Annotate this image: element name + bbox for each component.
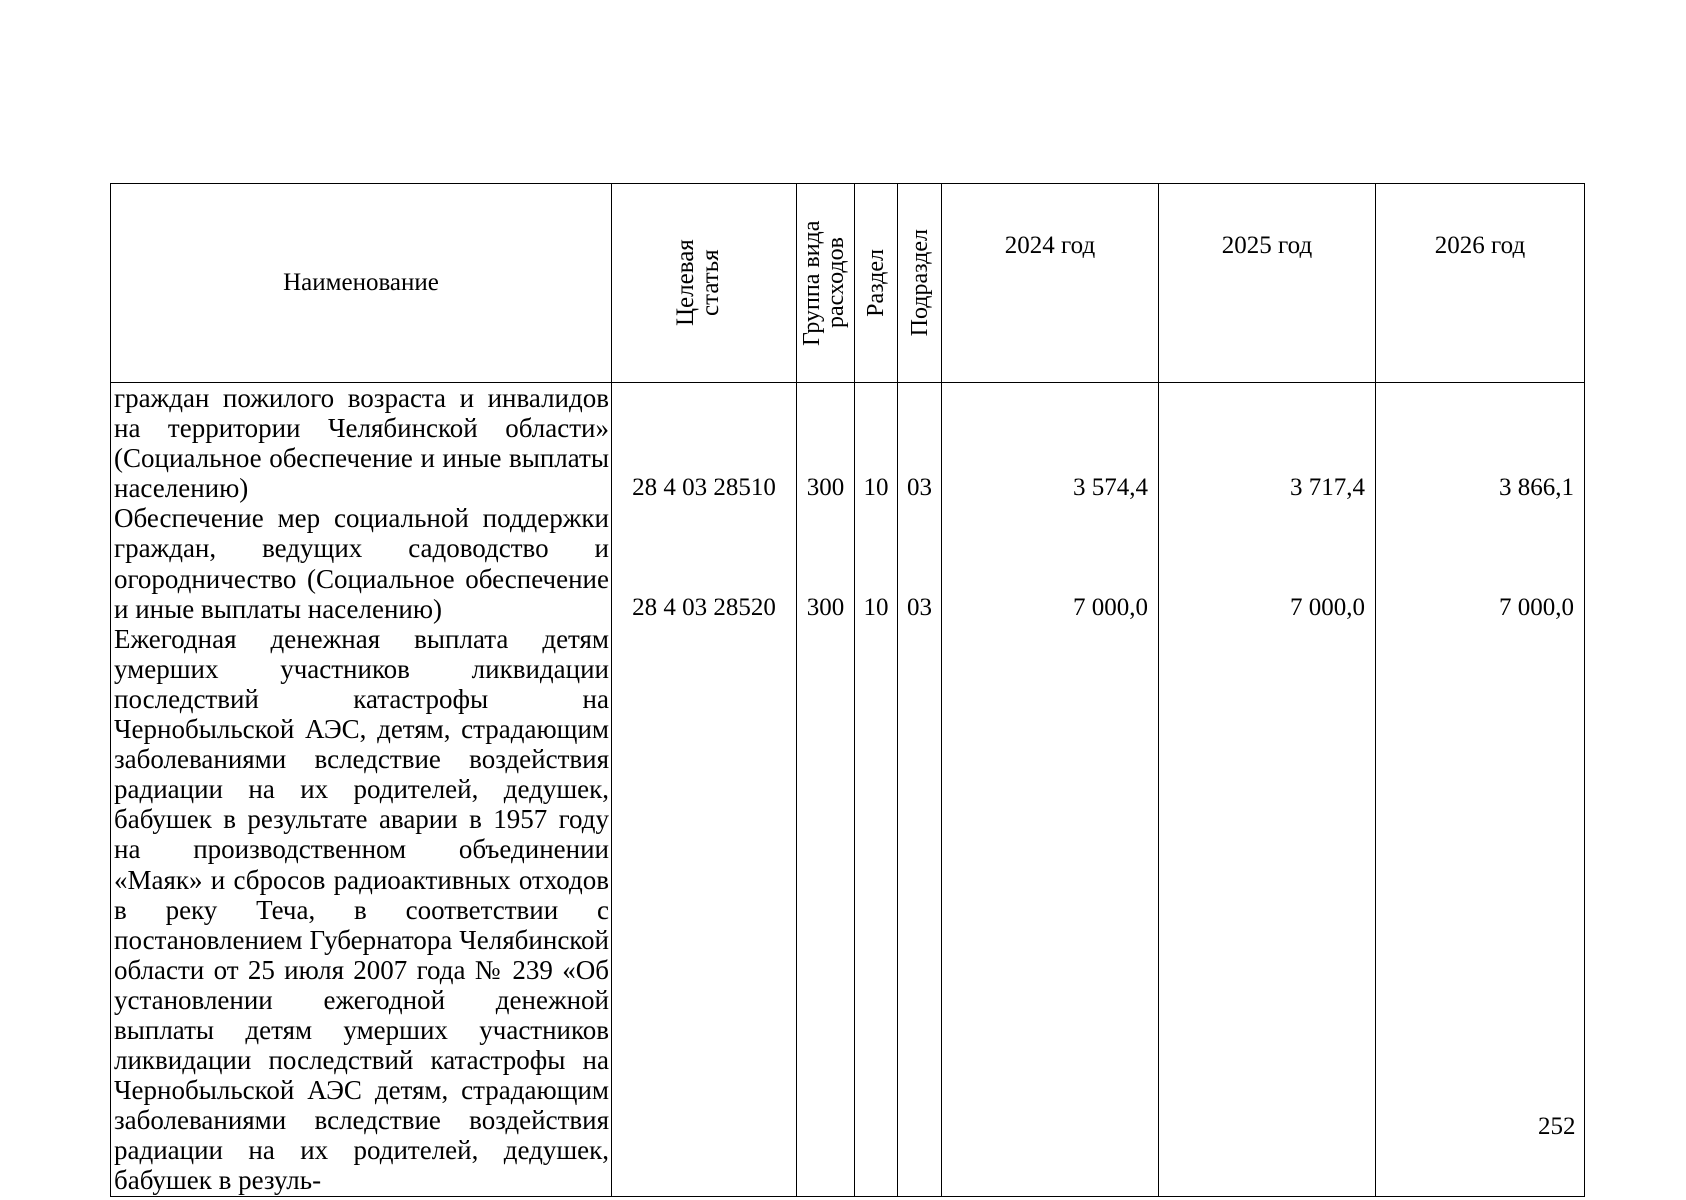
header-subsection: Подраздел	[898, 184, 942, 383]
section-column	[855, 383, 898, 1197]
amount-2025: 7 000,0	[1290, 594, 1365, 621]
amount-2026: 3 866,1	[1499, 474, 1574, 501]
page-number: 252	[1538, 1113, 1576, 1140]
y2026-column	[1376, 383, 1585, 1197]
y2024-column	[942, 383, 1159, 1197]
target-article-column	[612, 383, 797, 1197]
header-2026: 2026 год	[1376, 184, 1585, 383]
subsection-value: 03	[907, 474, 932, 501]
header-expense-group: Группа вида расходов	[797, 184, 855, 383]
names-column	[111, 383, 612, 1197]
y2025-column	[1159, 383, 1376, 1197]
table-header-row	[111, 184, 1585, 383]
row-name: Ежегодная денежная выплата детям умерших участников ликвидации последствий катастрофы на Чернобыльской АЭС, детям, страдающим заболеваниями вследствие воздействия радиации на их родителей, дедушек, бабушек в результате аварии в 1957 году на производственном объединении «Маяк» и сбросов радиоактивных отходов в реку Теча, в соответствии с постановлением Губернатора Челябинской области от 25 июля 2007 года № 239 «Об установлении ежегодной денежной выплаты детям умерших участников ликвидации последствий катастрофы на Чернобыльской АЭС детям, страдающим заболеваниями вследствие воздействия радиации на их родителей, дедушек, бабушек в резуль-	[114, 623, 609, 1196]
section-value: 10	[863, 474, 889, 501]
amount-2024: 7 000,0	[1073, 594, 1148, 621]
subsection-column	[898, 383, 942, 1197]
row-name: Обеспечение мер социальной поддержки граждан, ведущих садоводство и огородничество (Социальное обеспечение и иные выплаты населению)	[114, 503, 609, 624]
expense-group-value: 300	[806, 474, 845, 501]
header-2024: 2024 год	[942, 184, 1159, 383]
header-2025: 2025 год	[1159, 184, 1376, 383]
target-article-value: 28 4 03 28510	[632, 474, 776, 501]
header-target-article: Целевая статья	[612, 184, 797, 383]
header-name: Наименование	[111, 184, 612, 383]
expense-group-value: 300	[806, 594, 845, 621]
table-body-row	[111, 383, 1585, 1197]
amount-2024: 3 574,4	[1073, 474, 1148, 501]
header-section: Раздел	[855, 184, 898, 383]
amount-2026: 7 000,0	[1499, 594, 1574, 621]
expense-group-column	[797, 383, 855, 1197]
row-name: граждан пожилого возраста и инвалидов на территории Челябинской области» (Социальное обеспечение и иные выплаты населению)	[114, 383, 609, 504]
target-article-value: 28 4 03 28520	[632, 594, 776, 621]
section-value: 10	[863, 594, 889, 621]
subsection-value: 03	[907, 594, 932, 621]
amount-2025: 3 717,4	[1290, 474, 1365, 501]
budget-table	[110, 183, 1585, 1197]
